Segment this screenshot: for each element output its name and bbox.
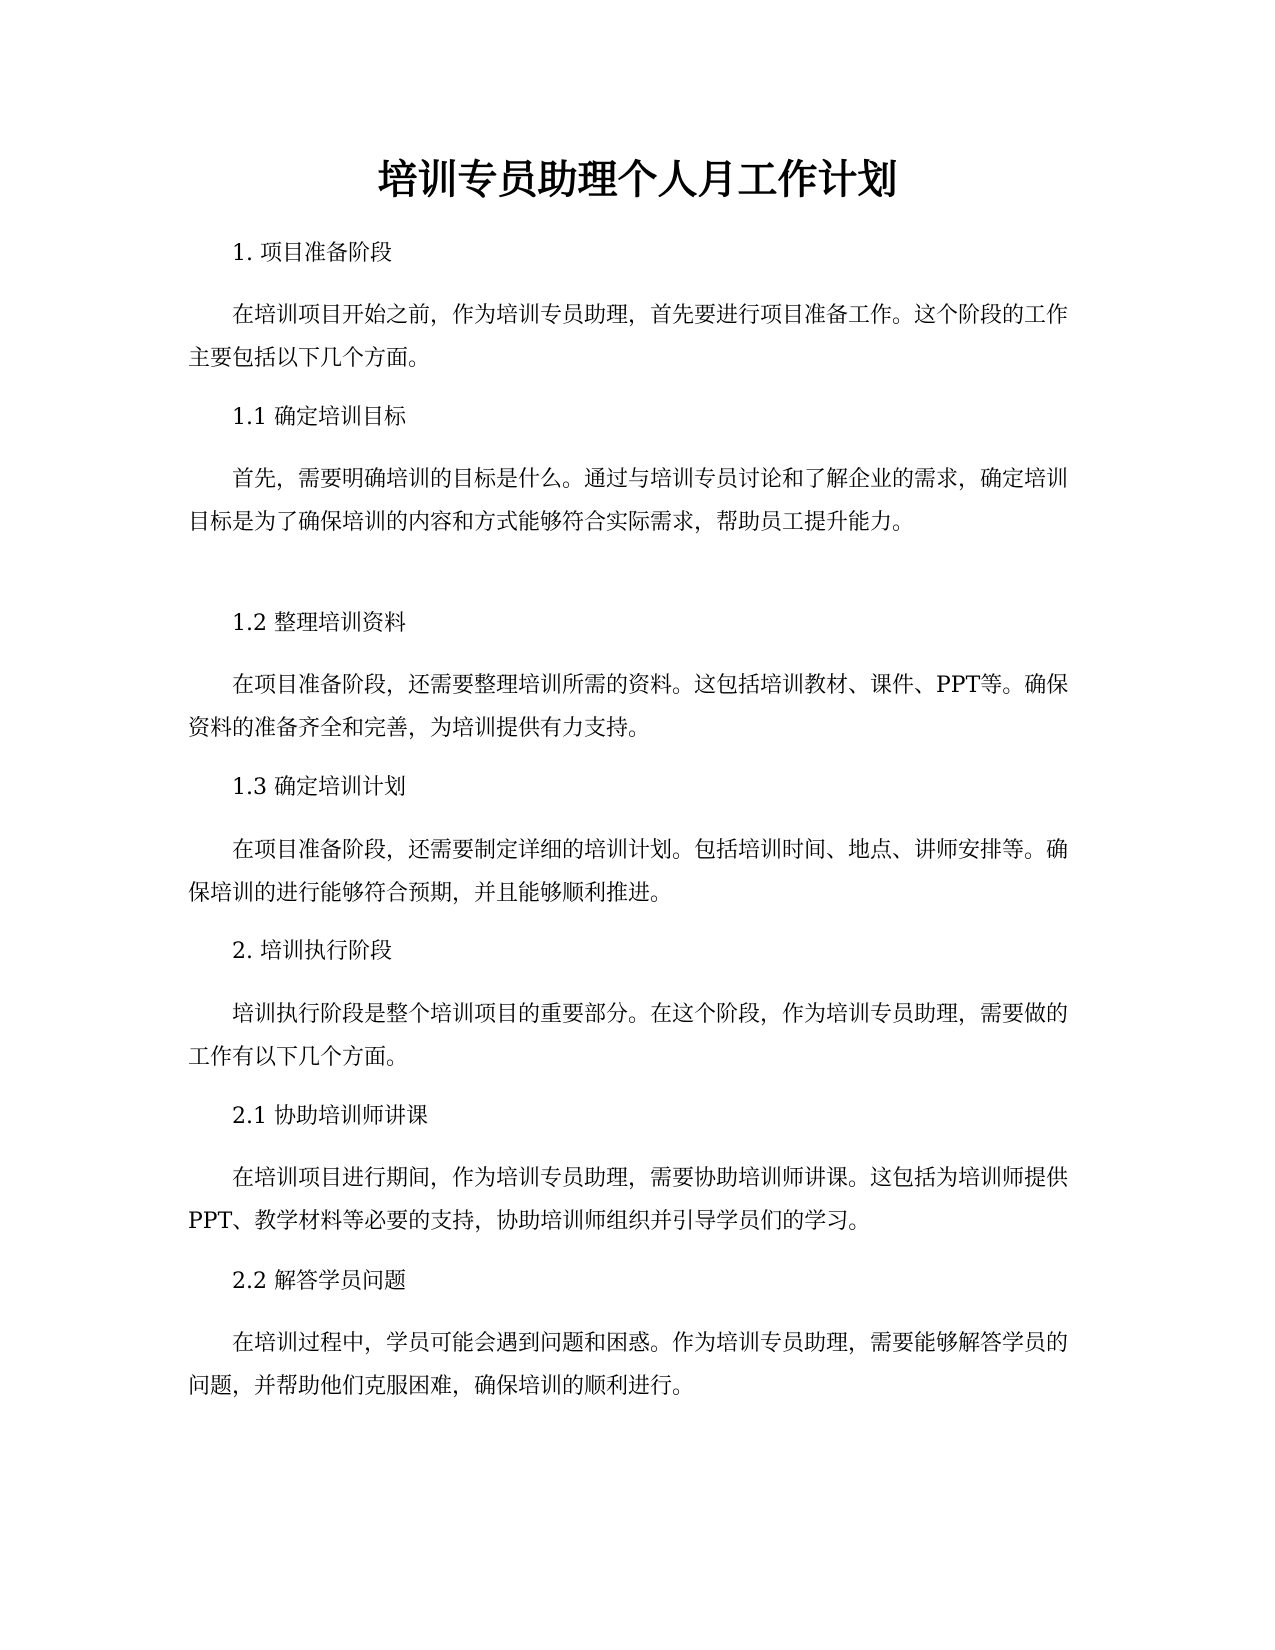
paragraph-2-2: 在培训过程中，学员可能会遇到问题和困惑。作为培训专员助理，需要能够解答学员的问题，并帮助他们克服困难，确保培训的顺利进行。 xyxy=(188,1331,1069,1399)
section-heading-2: 2. 培训执行阶段 xyxy=(232,939,392,964)
page-title: 培训专员助理个人月工作计划 xyxy=(377,157,898,203)
paragraph-1-3: 在项目准备阶段，还需要制定详细的培训计划。包括培训时间、地点、讲师安排等。确保培训的进行能够符合预期，并且能够顺利推进。 xyxy=(188,838,1069,906)
paragraph-1-1: 首先，需要明确培训的目标是什么。通过与培训专员讨论和了解企业的需求，确定培训目标是为了确保培训的内容和方式能够符合实际需求，帮助员工提升能力。 xyxy=(188,467,1069,535)
paragraph-2: 培训执行阶段是整个培训项目的重要部分。在这个阶段，作为培训专员助理，需要做的工作有以下几个方面。 xyxy=(188,1002,1069,1070)
section-heading-1: 1. 项目准备阶段 xyxy=(232,241,392,266)
subsection-heading-1-3: 1.3 确定培训计划 xyxy=(232,775,406,800)
subsection-heading-1-1: 1.1 确定培训目标 xyxy=(232,405,406,430)
subsection-heading-2-2: 2.2 解答学员问题 xyxy=(232,1269,406,1294)
subsection-heading-1-2: 1.2 整理培训资料 xyxy=(232,611,406,636)
paragraph-1-2: 在项目准备阶段，还需要整理培训所需的资料。这包括培训教材、课件、PPT等。确保资料的准备齐全和完善，为培训提供有力支持。 xyxy=(188,673,1069,741)
paragraph-1: 在培训项目开始之前，作为培训专员助理，首先要进行项目准备工作。这个阶段的工作主要包括以下几个方面。 xyxy=(188,303,1069,371)
subsection-heading-2-1: 2.1 协助培训师讲课 xyxy=(232,1104,428,1129)
paragraph-2-1: 在培训项目进行期间，作为培训专员助理，需要协助培训师讲课。这包括为培训师提供PPT、教学材料等必要的支持，协助培训师组织并引导学员们的学习。 xyxy=(188,1166,1069,1234)
